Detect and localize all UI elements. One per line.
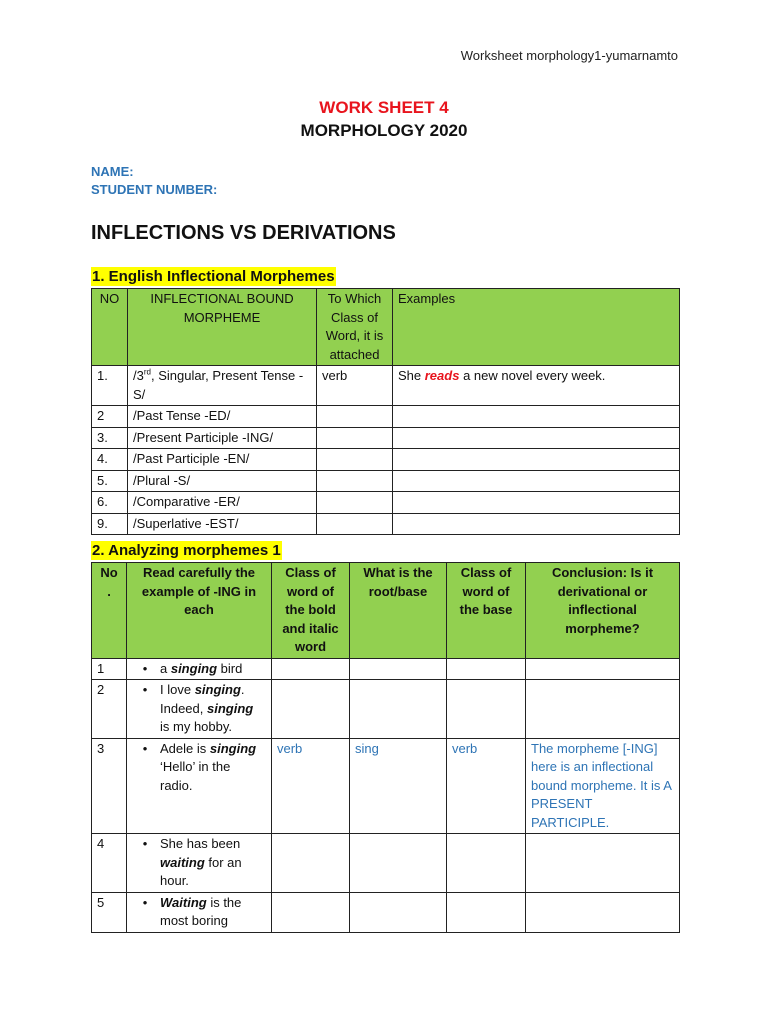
table-row — [92, 834, 680, 893]
example-cell — [127, 892, 272, 932]
bullet-marker: • — [142, 682, 148, 697]
root-cell — [350, 658, 447, 680]
row-number: 5. — [92, 470, 128, 492]
table-row — [92, 738, 680, 834]
analyzing-morphemes-table — [91, 562, 680, 933]
class-bold-cell — [272, 658, 350, 680]
running-header: Worksheet morphology1-yumarnamto — [460, 48, 678, 63]
table-row — [92, 366, 680, 406]
class-cell — [317, 492, 393, 514]
row-number: 4. — [92, 449, 128, 471]
conclusion-cell — [526, 680, 680, 739]
example-cell — [127, 658, 272, 680]
example-pre: Adele is — [160, 740, 210, 756]
example-cell — [393, 427, 680, 449]
table-header-row — [92, 563, 680, 659]
header-no: NO — [92, 289, 128, 366]
morpheme-cell: /Past Participle -EN/ — [128, 449, 317, 471]
morpheme-prefix: /3 — [133, 368, 144, 383]
class-bold-cell: verb — [272, 738, 350, 834]
example-target-word: singing — [207, 700, 254, 716]
conclusion-cell — [526, 834, 680, 893]
table-row — [92, 492, 680, 514]
example-target-word: Waiting — [160, 894, 207, 910]
example-pre: She has been — [160, 836, 241, 851]
bullet-marker: • — [142, 660, 148, 676]
example-cell — [127, 738, 272, 834]
class-cell: verb — [317, 366, 393, 406]
example-post: a new novel every week. — [459, 368, 606, 383]
inflectional-morphemes-table — [91, 288, 680, 535]
header-morpheme: INFLECTIONAL BOUND MORPHEME — [128, 289, 317, 366]
table-header-row — [92, 289, 680, 366]
class-base-cell — [447, 892, 526, 932]
example-cell — [393, 492, 680, 514]
class-cell — [317, 406, 393, 428]
class-base-cell — [447, 658, 526, 680]
row-number: 3 — [92, 738, 127, 834]
row-number: 2 — [92, 406, 128, 428]
example-post: bird — [217, 660, 243, 676]
table-row — [92, 658, 680, 680]
student-number-label: STUDENT NUMBER: — [91, 182, 218, 197]
table-row — [92, 427, 680, 449]
example-cell — [393, 406, 680, 428]
morpheme-cell: /Present Participle -ING/ — [128, 427, 317, 449]
row-number: 1 — [92, 658, 127, 680]
table-row — [92, 470, 680, 492]
morpheme-cell — [128, 366, 317, 406]
example-target-word: singing — [170, 660, 218, 676]
example-cell — [393, 513, 680, 535]
conclusion-cell — [526, 658, 680, 680]
row-number: 4 — [92, 834, 127, 893]
header-class: To Which Class of Word, it is attached — [317, 289, 393, 366]
morpheme-text: , Singular, Present Tense -S/ — [133, 368, 304, 402]
row-number: 2 — [92, 680, 127, 739]
class-base-cell — [447, 680, 526, 739]
header-no: No . — [92, 563, 127, 659]
header-class-bold-word: Class of word of the bold and italic word — [272, 563, 350, 659]
example-mid: . Indeed, — [160, 682, 245, 716]
header-root: What is the root/base — [350, 563, 447, 659]
class-bold-cell — [272, 892, 350, 932]
conclusion-cell: The morpheme [-ING] here is an inflectional bound morpheme. It is A PRESENT PARTICIPLE. — [526, 738, 680, 834]
row-number: 3. — [92, 427, 128, 449]
table-row — [92, 449, 680, 471]
example-target-word: waiting — [160, 854, 205, 870]
class-base-cell: verb — [447, 738, 526, 834]
class-cell — [317, 513, 393, 535]
row-number: 5 — [92, 892, 127, 932]
example-cell — [127, 680, 272, 739]
worksheet-subtitle: MORPHOLOGY 2020 — [300, 121, 468, 140]
row-number: 6. — [92, 492, 128, 514]
main-heading: INFLECTIONS VS DERIVATIONS — [91, 222, 396, 244]
class-cell — [317, 427, 393, 449]
morpheme-cell: /Plural -S/ — [128, 470, 317, 492]
example-cell — [127, 834, 272, 893]
class-cell — [317, 449, 393, 471]
class-bold-cell — [272, 680, 350, 739]
example-post: is the most boring — [160, 894, 242, 928]
example-post: is my hobby. — [160, 719, 233, 734]
example-cell — [393, 449, 680, 471]
row-number: 9. — [92, 513, 128, 535]
bullet-marker: • — [142, 740, 148, 756]
header-conclusion: Conclusion: Is it derivational or inflectional morpheme? — [526, 563, 680, 659]
example-pre: She — [398, 368, 425, 383]
morpheme-superscript: rd — [143, 367, 151, 377]
table-row — [92, 892, 680, 932]
example-post: for an hour. — [160, 854, 242, 888]
morpheme-cell: /Superlative -EST/ — [128, 513, 317, 535]
bullet-marker: • — [142, 836, 148, 851]
header-read: Read carefully the example of -ING in each — [127, 563, 272, 659]
worksheet-title: WORK SHEET 4 — [319, 98, 449, 117]
root-cell — [350, 892, 447, 932]
table-row — [92, 406, 680, 428]
class-base-cell — [447, 834, 526, 893]
name-label: NAME: — [91, 164, 134, 179]
row-number: 1. — [92, 366, 128, 406]
example-cell — [393, 366, 680, 406]
example-cell — [393, 470, 680, 492]
bullet-marker: • — [142, 894, 148, 910]
example-target-word: singing — [194, 682, 241, 697]
table-row — [92, 680, 680, 739]
conclusion-cell — [526, 892, 680, 932]
root-cell — [350, 834, 447, 893]
class-bold-cell — [272, 834, 350, 893]
example-highlight: reads — [424, 368, 460, 383]
section2-heading: 2. Analyzing morphemes 1 — [92, 542, 281, 559]
morpheme-cell: /Comparative -ER/ — [128, 492, 317, 514]
header-class-base: Class of word of the base — [447, 563, 526, 659]
example-post: ‘Hello’ in the radio. — [160, 759, 231, 793]
example-pre: I love — [160, 682, 195, 697]
morpheme-cell: /Past Tense -ED/ — [128, 406, 317, 428]
root-cell — [350, 680, 447, 739]
example-pre: a — [160, 660, 171, 676]
class-cell — [317, 470, 393, 492]
root-cell: sing — [350, 738, 447, 834]
example-target-word: singing — [209, 740, 257, 756]
header-examples: Examples — [393, 289, 680, 366]
section1-heading: 1. English Inflectional Morphemes — [92, 268, 335, 285]
table-row — [92, 513, 680, 535]
